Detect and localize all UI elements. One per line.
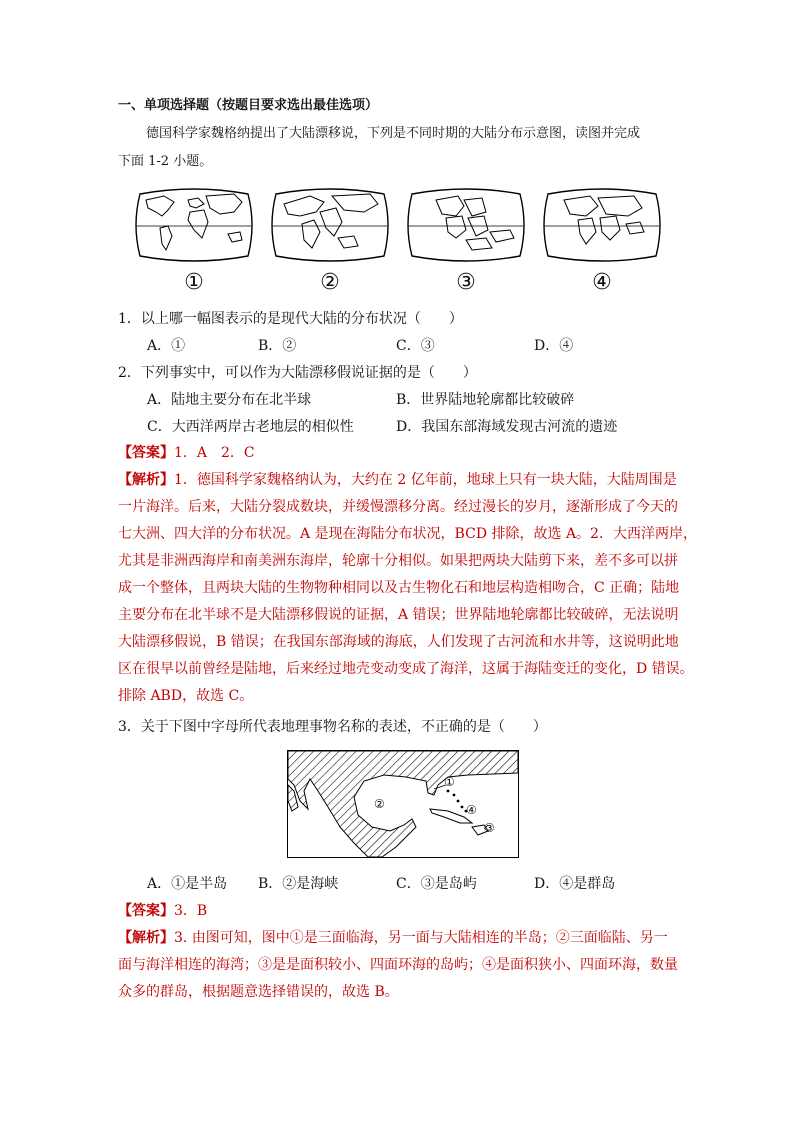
analysis-3-line-1	[118, 928, 668, 948]
q3-option-b: B．②是海峡	[258, 876, 339, 892]
q2-option-c: C．大西洋两岸古老地层的相似性	[147, 419, 354, 435]
q1-option-b: B．②	[258, 338, 297, 354]
analysis-1-2-line-7: 大陆漂移假说，B 错误；在我国东部海域的海底，人们发现了古河流和水井等，这说明此地	[118, 634, 679, 650]
question-2-stem: 2．下列事实中，可以作为大陆漂移假说证据的是（ ）	[118, 365, 477, 381]
analysis-1-2-line-4: 尤其是非洲西海岸和南美洲东海岸，轮廓十分相似。如果把两块大陆剪下来，差不多可以拼	[118, 553, 678, 569]
map-1	[134, 186, 254, 264]
analysis-1-2-line-6: 主要分布在北半球不是大陆漂移假说的证据，A 错误；世界陆地轮廓都比较破碎，无法说明	[118, 607, 679, 623]
map-label-archipelago: ④	[466, 803, 477, 817]
question-1-stem: 1．以上哪一幅图表示的是现代大陆的分布状况（ ）	[118, 311, 463, 327]
map-label-island: ③	[484, 821, 495, 835]
q3-option-c: C．③是岛屿	[396, 876, 477, 892]
q1-option-d: D．④	[534, 338, 574, 354]
analysis-3-line-3: 众多的群岛，根据题意选择错误的，故选 B。	[118, 984, 399, 1000]
question-3-stem: 3．关于下图中字母所代表地理事物名称的表述，不正确的是（ ）	[118, 719, 547, 735]
map-3	[406, 186, 526, 264]
map-label-1: ①	[184, 270, 204, 295]
q3-option-d: D．④是群岛	[534, 876, 616, 892]
map-label-4: ④	[592, 270, 612, 295]
analysis-1-2-line-3: 七大洲、四大洋的分布状况。A 是现在海陆分布状况，BCD 排除，故选 A。2．大西洋两岸，	[118, 526, 697, 542]
answer-tag: 【答案】	[118, 903, 174, 919]
map-label-gulf: ②	[374, 797, 385, 811]
intro-line-1: 德国科学家魏格纳提出了大陆漂移说，下列是不同时期的大陆分布示意图，读图并完成	[146, 126, 641, 141]
answer-text: 3．B	[174, 903, 208, 919]
answer-1-2	[118, 443, 255, 463]
q2-option-d: D．我国东部海域发现古河流的遗迹	[396, 419, 618, 435]
analysis-text: 1．德国科学家魏格纳认为，大约在 2 亿年前，地球上只有一块大陆，大陆周围是	[174, 472, 677, 488]
q1-option-a: A．①	[147, 338, 186, 354]
analysis-1-2-line-8: 区在很早以前曾经是陆地，后来经过地壳变动变成了海洋，这属于海陆变迁的变化，D 错误。	[118, 661, 694, 677]
section-title: 一、单项选择题（按题目要求选出最佳选项）	[118, 98, 379, 113]
gulf-map-figure	[287, 750, 519, 858]
analysis-3-line-2: 面与海洋相连的海湾；③是是面积较小、四面环海的岛屿；④是面积狭小、四面环海，数量	[118, 957, 678, 973]
analysis-tag: 【解析】	[118, 472, 174, 488]
map-label-3: ③	[456, 270, 476, 295]
q2-option-b: B．世界陆地轮廓都比较破碎	[396, 392, 575, 408]
analysis-1-2-line-1	[118, 470, 677, 490]
answer-3	[118, 901, 207, 921]
analysis-text: 3. 由图可知，图中①是三面临海，另一面与大陆相连的半岛；②三面临陆、另一	[174, 930, 668, 946]
analysis-1-2-line-9: 排除 ABD，故选 C。	[118, 688, 254, 704]
analysis-1-2-line-2: 一片海洋。后来，大陆分裂成数块，并缓慢漂移分离。经过漫长的岁月，逐渐形成了今天的	[118, 499, 678, 515]
answer-text: 1．A 2．C	[174, 445, 255, 461]
map-4	[542, 186, 662, 264]
analysis-tag: 【解析】	[118, 930, 174, 946]
q1-option-c: C．③	[396, 338, 435, 354]
map-label-peninsula: ①	[444, 775, 455, 789]
map-2	[270, 186, 390, 264]
analysis-1-2-line-5: 成一个整体，且两块大陆的生物物种相同以及古生物化石和地层构造相吻合，C 正确；陆地	[118, 580, 680, 596]
continental-drift-figure	[134, 186, 662, 295]
intro-line-2: 下面 1-2 小题。	[118, 154, 213, 169]
answer-tag: 【答案】	[118, 445, 174, 461]
q2-option-a: A．陆地主要分布在北半球	[147, 392, 312, 408]
map-label-2: ②	[320, 270, 340, 295]
q3-option-a: A．①是半岛	[147, 876, 228, 892]
